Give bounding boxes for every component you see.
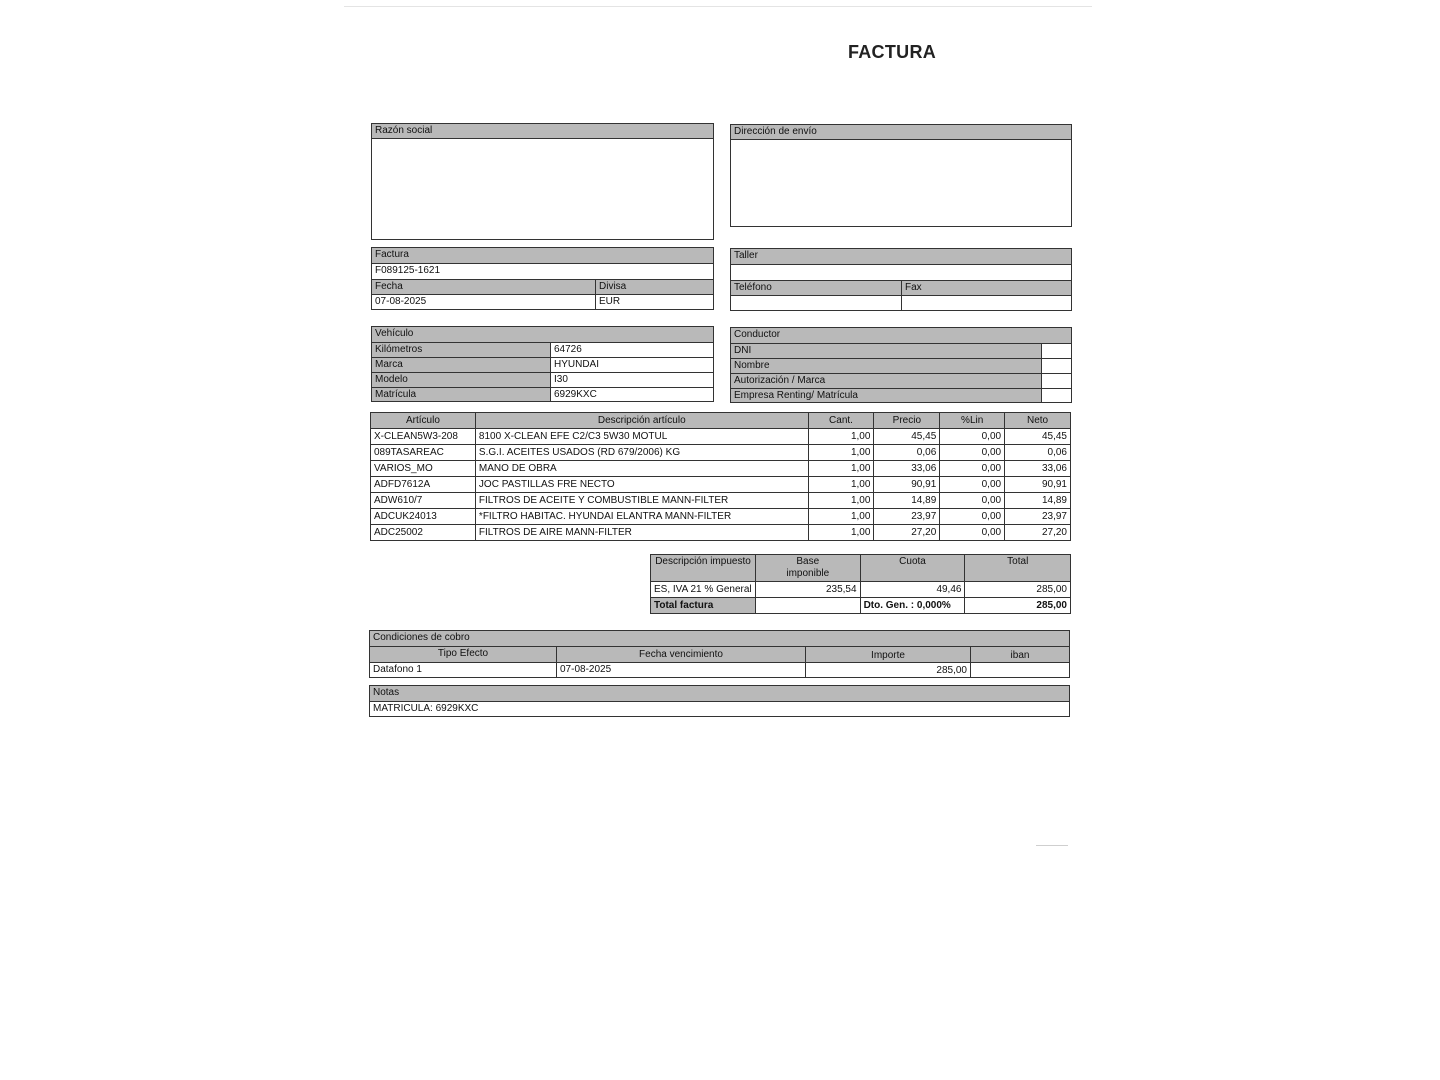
factura-number: F089125-1621 bbox=[372, 263, 713, 279]
conductor-row-value bbox=[1041, 373, 1071, 388]
fecha-vencimiento-value: 07-08-2025 bbox=[556, 662, 805, 677]
fax-label: Fax bbox=[901, 280, 1071, 295]
tax-row bbox=[651, 582, 1071, 598]
cant-cell: 1,00 bbox=[808, 525, 874, 541]
descripcion-cell: MANO DE OBRA bbox=[475, 461, 808, 477]
header-lin: %Lin bbox=[940, 413, 1005, 429]
items-table bbox=[370, 412, 1071, 541]
neto-cell: 33,06 bbox=[1005, 461, 1071, 477]
header-neto: Neto bbox=[1005, 413, 1071, 429]
items-header-row bbox=[371, 413, 1071, 429]
neto-cell: 45,45 bbox=[1005, 429, 1071, 445]
header-total: Total bbox=[965, 555, 1071, 582]
page-edge bbox=[344, 6, 1092, 7]
matricula-value: 6929KXC bbox=[550, 387, 713, 401]
notas-label: Notas bbox=[370, 686, 1069, 701]
conductor-label: Conductor bbox=[731, 328, 1071, 343]
lin-cell: 0,00 bbox=[940, 461, 1005, 477]
articulo-cell: VARIOS_MO bbox=[371, 461, 476, 477]
articulo-cell: X-CLEAN5W3-208 bbox=[371, 429, 476, 445]
conductor-row-label: DNI bbox=[731, 343, 1041, 358]
header-tipo-efecto: Tipo Efecto bbox=[370, 646, 556, 662]
header-descripcion-impuesto: Descripción impuesto bbox=[651, 555, 756, 582]
tax-desc-cell: ES, IVA 21 % General bbox=[651, 582, 756, 598]
precio-cell: 27,20 bbox=[874, 525, 940, 541]
direccion-envio-label: Dirección de envío bbox=[731, 125, 1071, 140]
taller-box bbox=[730, 248, 1072, 311]
header-fecha-vencimiento: Fecha vencimiento bbox=[556, 646, 805, 662]
conductor-row-label: Autorización / Marca bbox=[731, 373, 1041, 388]
header-base-imponible bbox=[755, 555, 860, 582]
articulo-cell: ADCUK24013 bbox=[371, 509, 476, 525]
descripcion-cell: *FILTRO HABITAC. HYUNDAI ELANTRA MANN-FILTER bbox=[475, 509, 808, 525]
fecha-label: Fecha bbox=[372, 279, 595, 294]
neto-cell: 0,06 bbox=[1005, 445, 1071, 461]
page-title: FACTURA bbox=[847, 42, 937, 62]
lin-cell: 0,00 bbox=[940, 445, 1005, 461]
lin-cell: 0,00 bbox=[940, 429, 1005, 445]
conductor-box bbox=[730, 327, 1072, 403]
tax-base-cell: 235,54 bbox=[755, 582, 860, 598]
dto-gen-label: Dto. Gen. : 0,000% bbox=[860, 598, 965, 614]
vehiculo-row-label: Matrícula bbox=[372, 387, 550, 401]
vehiculo-box bbox=[371, 326, 714, 402]
lin-cell: 0,00 bbox=[940, 477, 1005, 493]
tax-table bbox=[650, 554, 1071, 614]
vehiculo-row-label: Kilómetros bbox=[372, 342, 550, 357]
neto-cell: 90,91 bbox=[1005, 477, 1071, 493]
header-precio: Precio bbox=[874, 413, 940, 429]
tax-cuota-cell: 49,46 bbox=[860, 582, 965, 598]
header-base-line2: imponible bbox=[786, 568, 830, 579]
kilometros-value: 64726 bbox=[550, 342, 713, 357]
conductor-row-label: Nombre bbox=[731, 358, 1041, 373]
articulo-cell: ADFD7612A bbox=[371, 477, 476, 493]
cant-cell: 1,00 bbox=[808, 477, 874, 493]
lin-cell: 0,00 bbox=[940, 493, 1005, 509]
direccion-envio-box bbox=[730, 124, 1072, 227]
tax-total-cell: 285,00 bbox=[965, 582, 1071, 598]
table-row bbox=[371, 445, 1071, 461]
descripcion-cell: S.G.I. ACEITES USADOS (RD 679/2006) KG bbox=[475, 445, 808, 461]
telefono-value bbox=[731, 295, 901, 310]
notas-box bbox=[369, 685, 1070, 717]
razon-social-label: Razón social bbox=[372, 124, 713, 139]
razon-social-box bbox=[371, 123, 714, 240]
iban-value bbox=[970, 662, 1069, 677]
vehiculo-label: Vehículo bbox=[372, 327, 713, 342]
divisa-value: EUR bbox=[595, 294, 713, 309]
header-iban: iban bbox=[970, 646, 1069, 662]
header-importe: Importe bbox=[805, 646, 970, 662]
conductor-row-label: Empresa Renting/ Matrícula bbox=[731, 388, 1041, 402]
table-row bbox=[371, 429, 1071, 445]
header-descripcion: Descripción artículo bbox=[475, 413, 808, 429]
precio-cell: 23,97 bbox=[874, 509, 940, 525]
neto-cell: 23,97 bbox=[1005, 509, 1071, 525]
header-base-line1: Base bbox=[796, 556, 820, 567]
conductor-row-value bbox=[1041, 343, 1071, 358]
lin-cell: 0,00 bbox=[940, 509, 1005, 525]
table-row bbox=[371, 525, 1071, 541]
divisa-label: Divisa bbox=[595, 279, 713, 294]
scan-mark bbox=[1036, 845, 1068, 846]
cant-cell: 1,00 bbox=[808, 509, 874, 525]
tax-header-row bbox=[651, 555, 1071, 582]
cant-cell: 1,00 bbox=[808, 493, 874, 509]
cant-cell: 1,00 bbox=[808, 429, 874, 445]
taller-label: Taller bbox=[731, 249, 1071, 264]
total-factura-value: 285,00 bbox=[965, 598, 1071, 614]
telefono-label: Teléfono bbox=[731, 280, 901, 295]
total-factura-row bbox=[651, 598, 1071, 614]
marca-value: HYUNDAI bbox=[550, 357, 713, 372]
vehiculo-row-label: Marca bbox=[372, 357, 550, 372]
precio-cell: 33,06 bbox=[874, 461, 940, 477]
neto-cell: 14,89 bbox=[1005, 493, 1071, 509]
header-cant: Cant. bbox=[808, 413, 874, 429]
articulo-cell: 089TASAREAC bbox=[371, 445, 476, 461]
neto-cell: 27,20 bbox=[1005, 525, 1071, 541]
cobro-label: Condiciones de cobro bbox=[370, 631, 1069, 646]
vehiculo-row-label: Modelo bbox=[372, 372, 550, 387]
table-row bbox=[371, 493, 1071, 509]
precio-cell: 14,89 bbox=[874, 493, 940, 509]
lin-cell: 0,00 bbox=[940, 525, 1005, 541]
articulo-cell: ADC25002 bbox=[371, 525, 476, 541]
fax-value bbox=[901, 295, 1071, 310]
importe-value: 285,00 bbox=[805, 662, 970, 677]
factura-label: Factura bbox=[372, 248, 713, 263]
total-empty-cell bbox=[755, 598, 860, 614]
descripcion-cell: JOC PASTILLAS FRE NECTO bbox=[475, 477, 808, 493]
cobro-box bbox=[369, 630, 1070, 678]
descripcion-cell: 8100 X-CLEAN EFE C2/C3 5W30 MOTUL bbox=[475, 429, 808, 445]
fecha-value: 07-08-2025 bbox=[372, 294, 595, 309]
taller-value bbox=[731, 264, 1071, 280]
precio-cell: 0,06 bbox=[874, 445, 940, 461]
cant-cell: 1,00 bbox=[808, 445, 874, 461]
header-cuota: Cuota bbox=[860, 555, 965, 582]
precio-cell: 45,45 bbox=[874, 429, 940, 445]
header-articulo: Artículo bbox=[371, 413, 476, 429]
precio-cell: 90,91 bbox=[874, 477, 940, 493]
notas-value: MATRICULA: 6929KXC bbox=[370, 701, 1069, 716]
tipo-efecto-value: Datafono 1 bbox=[370, 662, 556, 677]
total-factura-label: Total factura bbox=[651, 598, 756, 614]
cant-cell: 1,00 bbox=[808, 461, 874, 477]
table-row bbox=[371, 461, 1071, 477]
table-row bbox=[371, 509, 1071, 525]
modelo-value: I30 bbox=[550, 372, 713, 387]
articulo-cell: ADW610/7 bbox=[371, 493, 476, 509]
descripcion-cell: FILTROS DE ACEITE Y COMBUSTIBLE MANN-FILTER bbox=[475, 493, 808, 509]
conductor-row-value bbox=[1041, 358, 1071, 373]
factura-box bbox=[371, 247, 714, 310]
conductor-row-value bbox=[1041, 388, 1071, 402]
table-row bbox=[371, 477, 1071, 493]
descripcion-cell: FILTROS DE AIRE MANN-FILTER bbox=[475, 525, 808, 541]
